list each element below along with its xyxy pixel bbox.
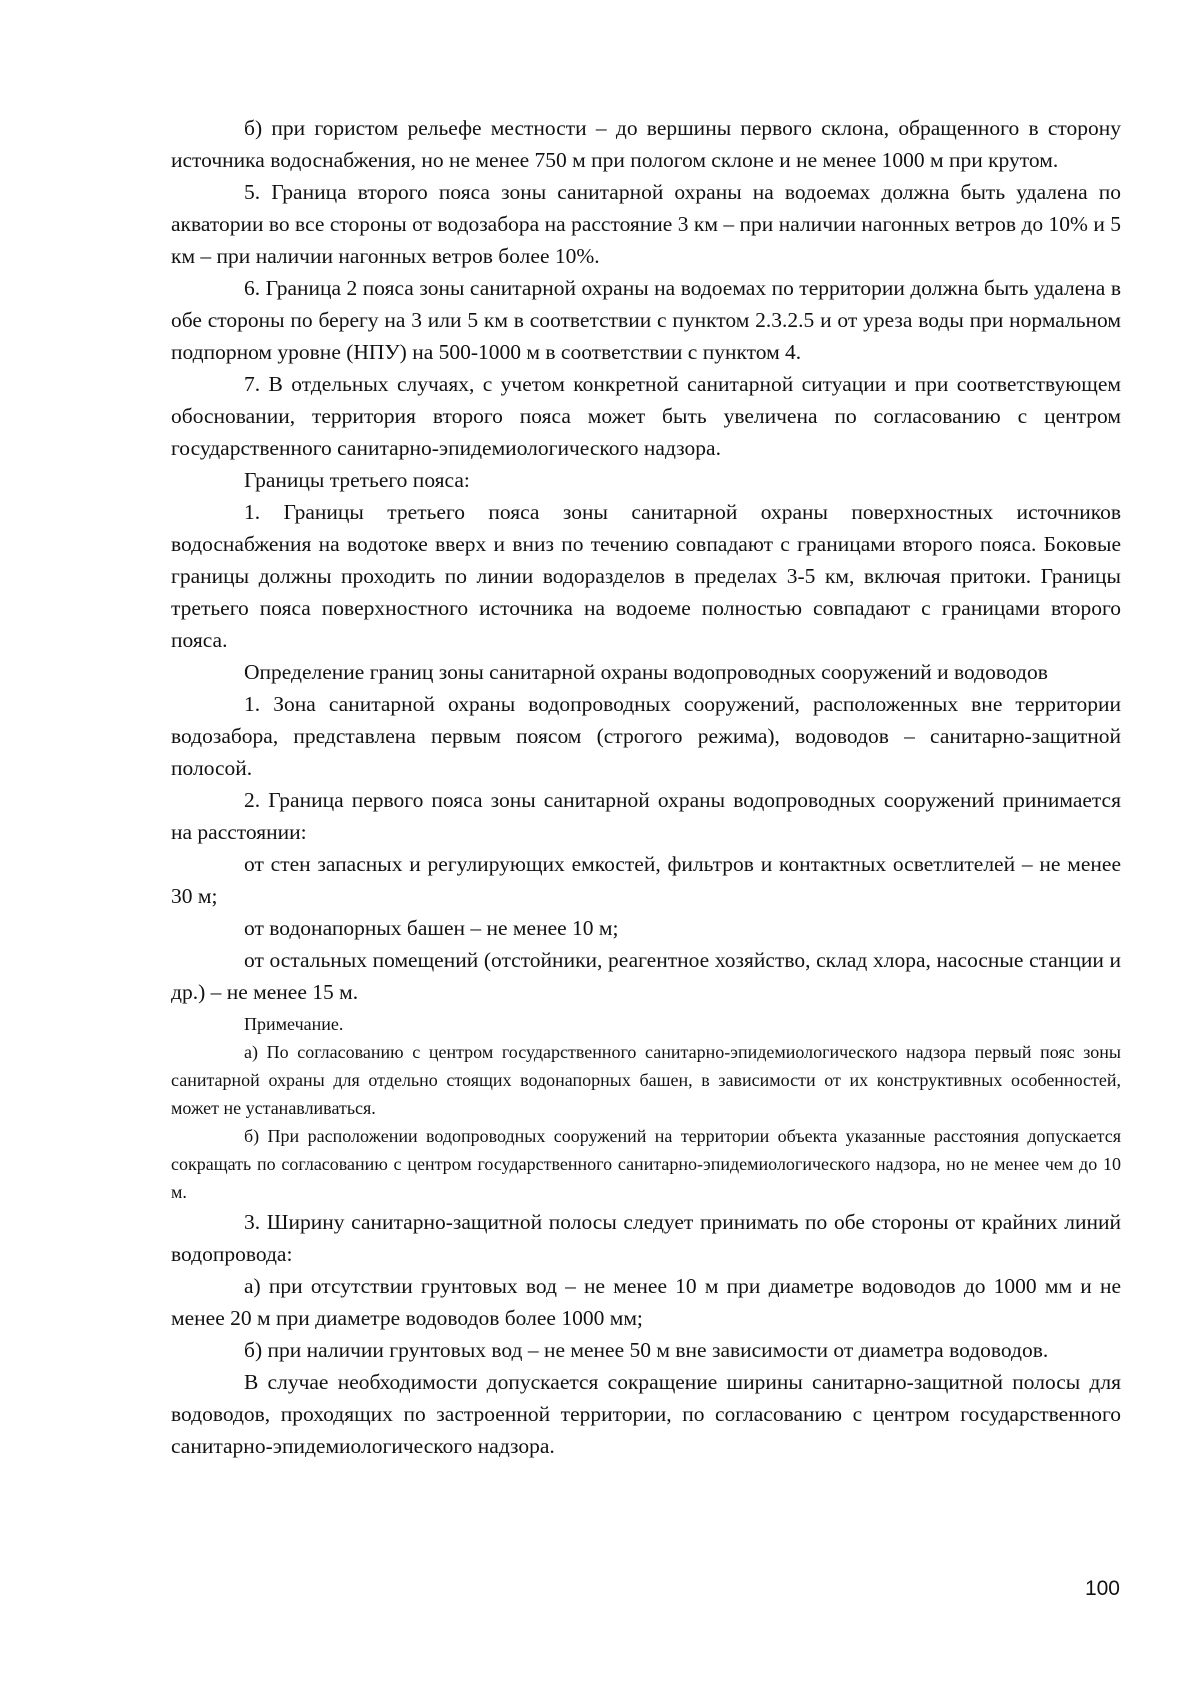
paragraph: 6. Граница 2 пояса зоны санитарной охраны на водоемах по территории должна быть удалена в обе стороны по берегу на 3 или 5 км в соответствии с пунктом 2.3.2.5 и от уреза воды при нормальном подпорном уровне (НПУ) на 500-1000 м в соответствии с пунктом 4. [171, 276, 1121, 364]
paragraph: б) при гористом рельефе местности – до вершины первого склона, обращенного в сторону источника водоснабжения, но не менее 750 м при пологом склоне и не менее 1000 м при крутом. [171, 116, 1121, 172]
paragraph: 5. Граница второго пояса зоны санитарной охраны на водоемах должна быть удалена по акватории во все стороны от водозабора на расстояние 3 км – при наличии нагонных ветров до 10% и 5 км – при наличии нагонных ветров более 10%. [171, 180, 1121, 268]
paragraph: от стен запасных и регулирующих емкостей, фильтров и контактных осветлителей – не менее 30 м; [171, 852, 1121, 908]
paragraph: 1. Границы третьего пояса зоны санитарной охраны поверхностных источников водоснабжения на водотоке вверх и вниз по течению совпадают с границами второго пояса. Боковые границы должны проходить по линии водоразделов в пределах 3-5 км, включая притоки. Границы третьего пояса поверхностного источника на водоеме полностью совпадают с границами второго пояса. [171, 500, 1121, 652]
note-item: б) При расположении водопроводных сооружений на территории объекта указанные расстояния допускается сокращать по согласованию с центром государственного санитарно-эпидемиологического надзора, но не менее чем до 10 м. [171, 1126, 1121, 1202]
note-item: а) По согласованию с центром государственного санитарно-эпидемиологического надзора первый пояс зоны санитарной охраны для отдельно стоящих водонапорных башен, в зависимости от их конструктивных особенностей, может не устанавливаться. [171, 1042, 1121, 1118]
note-heading: Примечание. [244, 1014, 344, 1034]
page-number: 100 [1084, 1577, 1120, 1600]
paragraph: от водонапорных башен – не менее 10 м; [244, 916, 619, 940]
paragraph: 1. Зона санитарной охраны водопроводных сооружений, расположенных вне территории водозабора, представлена первым поясом (строгого режима), водоводов – санитарно-защитной полосой. [171, 692, 1121, 780]
paragraph: б) при наличии грунтовых вод – не менее 50 м вне зависимости от диаметра водоводов. [244, 1338, 1049, 1362]
section-heading: Границы третьего пояса: [244, 468, 470, 492]
paragraph: от остальных помещений (отстойники, реагентное хозяйство, склад хлора, насосные станции и др.) – не менее 15 м. [171, 948, 1121, 1004]
paragraph: 7. В отдельных случаях, с учетом конкретной санитарной ситуации и при соответствующем обосновании, территория второго пояса может быть увеличена по согласованию с центром государственного санитарно-эпидемиологического надзора. [171, 372, 1121, 460]
section-heading: Определение границ зоны санитарной охраны водопроводных сооружений и водоводов [244, 660, 1048, 684]
paragraph: а) при отсутствии грунтовых вод – не менее 10 м при диаметре водоводов до 1000 мм и не менее 20 м при диаметре водоводов более 1000 мм; [171, 1274, 1121, 1330]
paragraph: 2. Граница первого пояса зоны санитарной охраны водопроводных сооружений принимается на расстоянии: [171, 788, 1121, 844]
paragraph: В случае необходимости допускается сокращение ширины санитарно-защитной полосы для водоводов, проходящих по застроенной территории, по согласованию с центром государственного санитарно-эпидемиологического надзора. [171, 1370, 1121, 1458]
paragraph: 3. Ширину санитарно-защитной полосы следует принимать по обе стороны от крайних линий водопровода: [171, 1210, 1121, 1266]
page-content [171, 112, 1121, 1462]
